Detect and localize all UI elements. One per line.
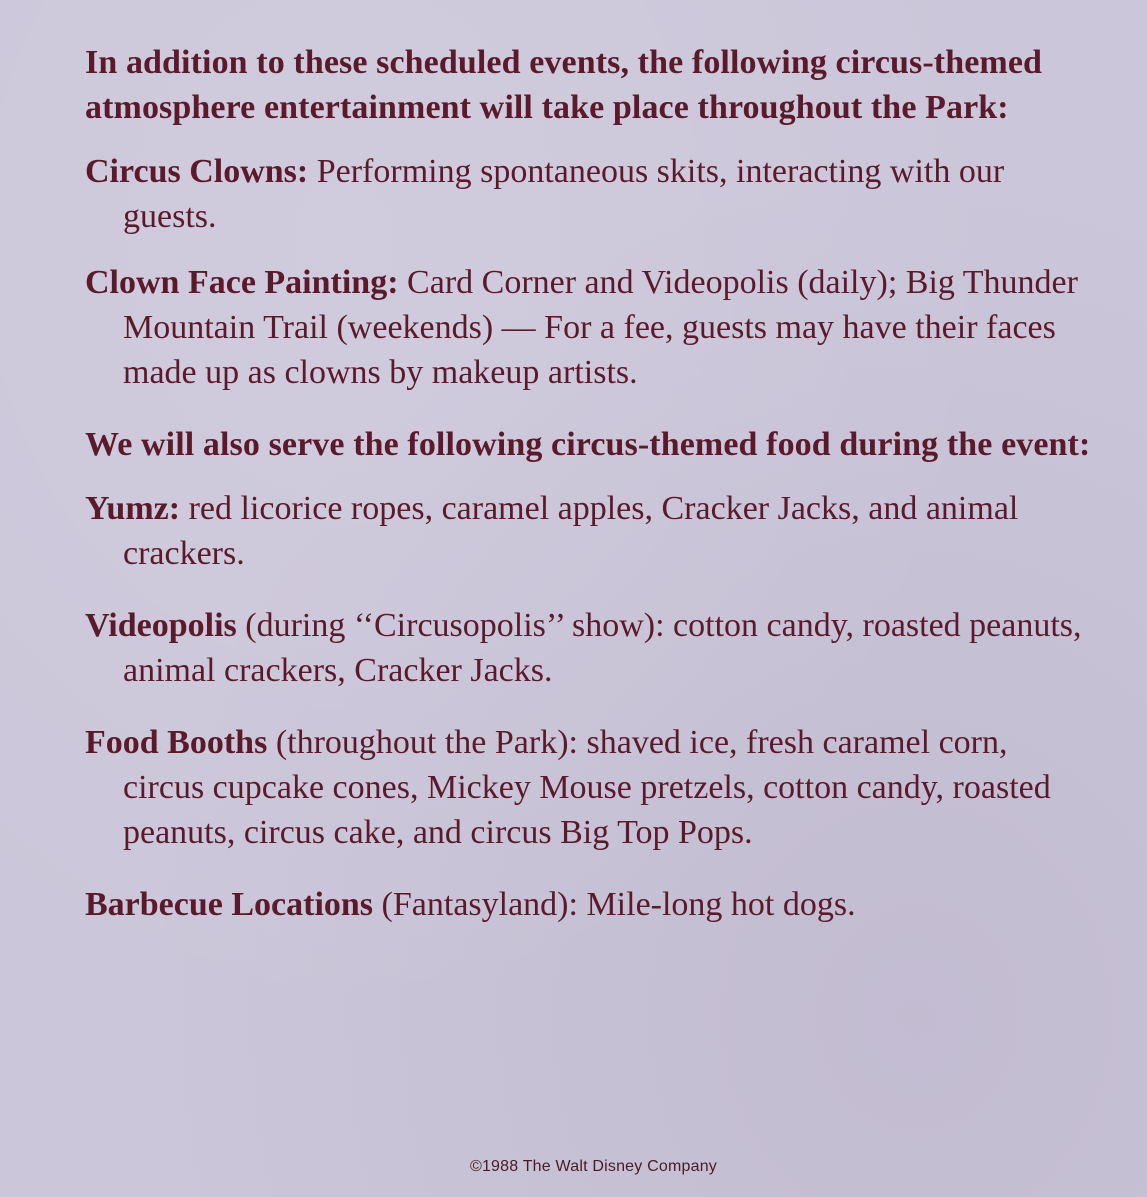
entry-term: Circus Clowns: <box>85 153 309 190</box>
entry-term: Food Booths <box>85 724 268 761</box>
entry-term: Barbecue Locations <box>85 886 374 923</box>
entertainment-intro: In addition to these scheduled events, the following circus-themed atmosphere entertainment will take place throughout the Park: <box>85 44 1043 126</box>
food-intro: We will also serve the following circus-themed food during the event: <box>85 426 1091 463</box>
food-item-barbecue <box>85 882 1095 927</box>
food-item-food-booths <box>85 720 1095 855</box>
entry-text: (throughout the Park): shaved ice, fresh caramel corn, circus cupcake cones, Mickey Mouse pretzels, cotton candy, roasted peanuts, circus cake, and circus Big Top Pops. <box>123 724 1051 851</box>
entry-text: (Fantasyland): Mile-long hot dogs. <box>373 886 856 923</box>
entry-text: Card Corner and Videopolis (daily); Big Thunder Mountain Trail (weekends) — For a fee, guests may have their faces made up as clowns by makeup artists. <box>123 264 1078 391</box>
entry-text: (during ‘‘Circusopolis’’ show): cotton candy, roasted peanuts, animal crackers, Cracker Jacks. <box>123 607 1082 689</box>
document-body <box>85 40 1095 954</box>
food-item-videopolis <box>85 603 1095 693</box>
entry-term: Clown Face Painting: <box>85 264 399 301</box>
entry-text: red licorice ropes, caramel apples, Cracker Jacks, and animal crackers. <box>123 490 1019 572</box>
entertainment-item-face-painting <box>85 260 1095 395</box>
food-item-yumz <box>85 486 1095 576</box>
entry-term: Yumz: <box>85 490 181 527</box>
entry-term: Videopolis <box>85 607 237 644</box>
entertainment-item-circus-clowns <box>85 149 1095 239</box>
copyright-notice: ©1988 The Walt Disney Company <box>469 1158 718 1175</box>
entry-text: Performing spontaneous skits, interacting with our guests. <box>123 153 1005 235</box>
